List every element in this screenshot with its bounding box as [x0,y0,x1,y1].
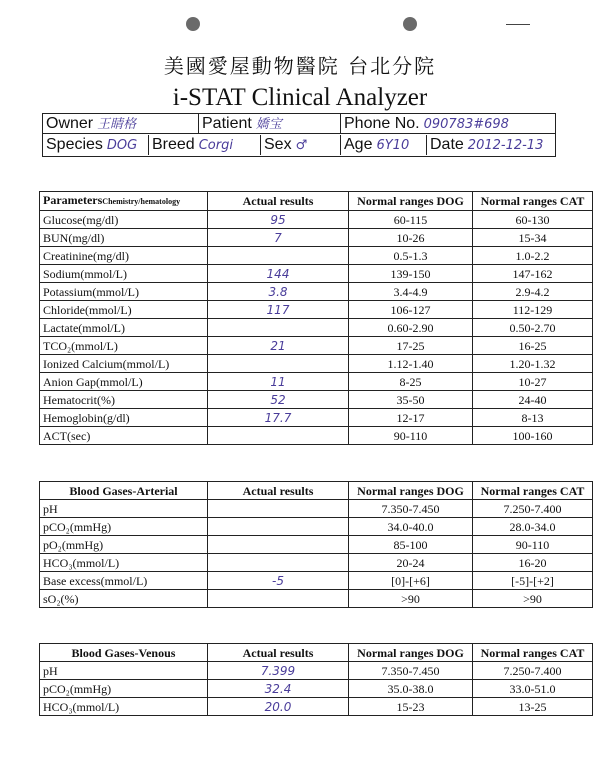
dog-range-cell: 34.0-40.0 [349,518,473,536]
actual-result-cell: 11 [208,373,349,391]
param-cell: pCO₂(mmHg) [40,518,208,536]
species-value: DOG [106,138,138,153]
dog-range-cell: 0.5-1.3 [349,247,473,265]
param-cell: Glucose(mg/dl) [40,211,208,229]
cat-range-cell: >90 [473,590,593,608]
age-value: 6Y10 [376,138,410,153]
table-row [40,247,593,265]
dog-range-cell: 106-127 [349,301,473,319]
param-cell: pH [40,500,208,518]
dog-range-cell: >90 [349,590,473,608]
phone-value: 090783#698 [423,117,509,132]
param-cell: Base excess(mmol/L) [40,572,208,590]
table-row [40,680,593,698]
species-cell [43,135,149,155]
table-row [40,337,593,355]
owner-label: Owner [46,115,94,132]
cat-range-cell: 24-40 [473,391,593,409]
actual-result-cell [208,355,349,373]
header-cat: Normal ranges CAT [473,644,593,662]
param-cell: Ionized Calcium(mmol/L) [40,355,208,373]
actual-result-cell: 7 [208,229,349,247]
date-cell [427,135,555,155]
header-param-label: Parameters [43,193,103,207]
header-param: Blood Gases-Arterial [40,482,208,500]
param-cell: ACT(sec) [40,427,208,445]
param-cell: HCO₃(mmol/L) [40,554,208,572]
actual-result-cell [208,500,349,518]
cat-range-cell: 33.0-51.0 [473,680,593,698]
header-cat: Normal ranges CAT [473,192,593,211]
param-cell: Lactate(mmol/L) [40,319,208,337]
dog-range-cell: 85-100 [349,536,473,554]
dog-range-cell: 7.350-7.450 [349,662,473,680]
dog-range-cell: 1.12-1.40 [349,355,473,373]
header-dog: Normal ranges DOG [349,644,473,662]
param-cell: HCO₃(mmol/L) [40,698,208,716]
cat-range-cell: 1.20-1.32 [473,355,593,373]
table-row [40,572,593,590]
actual-result-cell: 21 [208,337,349,355]
dog-range-cell: 8-25 [349,373,473,391]
param-cell: TCO₂(mmol/L) [40,337,208,355]
table-header-row [40,192,593,211]
cat-range-cell: 100-160 [473,427,593,445]
sex-label: Sex [264,136,292,153]
pen-mark [506,24,530,25]
dog-range-cell: 90-110 [349,427,473,445]
cat-range-cell: 7.250-7.400 [473,662,593,680]
table-header-row [40,482,593,500]
actual-result-cell: 144 [208,265,349,283]
dog-range-cell: 35-50 [349,391,473,409]
actual-result-cell: 3.8 [208,283,349,301]
cat-range-cell: 1.0-2.2 [473,247,593,265]
cat-range-cell: 13-25 [473,698,593,716]
cat-range-cell: 10-27 [473,373,593,391]
patient-label: Patient [202,115,252,132]
table-row [40,500,593,518]
table-row [40,409,593,427]
param-cell: Chloride(mmol/L) [40,301,208,319]
dog-range-cell: 0.60-2.90 [349,319,473,337]
header-dog: Normal ranges DOG [349,482,473,500]
cat-range-cell: 2.9-4.2 [473,283,593,301]
param-cell: sO₂(%) [40,590,208,608]
actual-result-cell: 7.399 [208,662,349,680]
breed-label: Breed [152,136,195,153]
blood-gases-arterial-table [39,481,593,608]
param-cell: pO₂(mmHg) [40,536,208,554]
actual-result-cell: 52 [208,391,349,409]
param-cell: Potassium(mmol/L) [40,283,208,301]
param-cell: Creatinine(mg/dl) [40,247,208,265]
table-row [40,319,593,337]
dog-range-cell: 35.0-38.0 [349,680,473,698]
table-row [40,518,593,536]
param-cell: BUN(mg/dl) [40,229,208,247]
cat-range-cell: 90-110 [473,536,593,554]
actual-result-cell: -5 [208,572,349,590]
date-value: 2012-12-13 [467,138,544,153]
dog-range-cell: 3.4-4.9 [349,283,473,301]
header-actual: Actual results [208,644,349,662]
age-label: Age [344,136,373,153]
punch-hole-right [403,17,417,31]
dog-range-cell: 20-24 [349,554,473,572]
table-row [40,590,593,608]
dog-range-cell: 139-150 [349,265,473,283]
dog-range-cell: [0]-[+6] [349,572,473,590]
patient-cell [199,114,341,134]
dog-range-cell: 15-23 [349,698,473,716]
clinic-name: 美國愛屋動物醫院 台北分院 [163,54,437,78]
cat-range-cell: 147-162 [473,265,593,283]
param-cell: pH [40,662,208,680]
header-param-sub: Chemistry/hematology [102,197,181,206]
param-cell: Sodium(mmol/L) [40,265,208,283]
cat-range-cell: 28.0-34.0 [473,518,593,536]
param-cell: Anion Gap(mmol/L) [40,373,208,391]
table-row [40,554,593,572]
actual-result-cell [208,590,349,608]
chemistry-hematology-table [39,191,593,445]
table-row [40,698,593,716]
actual-result-cell: 20.0 [208,698,349,716]
date-label: Date [430,136,464,153]
header-param: Blood Gases-Venous [40,644,208,662]
patient-info-box [42,113,556,157]
breed-value: Corgi [198,138,233,153]
actual-result-cell [208,247,349,265]
header-param [40,192,208,211]
cat-range-cell: 15-34 [473,229,593,247]
actual-result-cell: 117 [208,301,349,319]
cat-range-cell: 16-25 [473,337,593,355]
actual-result-cell [208,554,349,572]
table-row [40,536,593,554]
breed-cell [149,135,261,155]
actual-result-cell [208,319,349,337]
table-row [40,373,593,391]
cat-range-cell: [-5]-[+2] [473,572,593,590]
table-row [40,355,593,373]
blood-gases-venous-table [39,643,593,716]
sex-value: ♂ [295,138,308,153]
header-actual: Actual results [208,482,349,500]
header-dog: Normal ranges DOG [349,192,473,211]
param-cell: pCO₂(mmHg) [40,680,208,698]
param-cell: Hematocrit(%) [40,391,208,409]
table-row [40,427,593,445]
cat-range-cell: 8-13 [473,409,593,427]
table-row [40,265,593,283]
cat-range-cell: 0.50-2.70 [473,319,593,337]
table-row [40,211,593,229]
table-row [40,229,593,247]
dog-range-cell: 60-115 [349,211,473,229]
punch-hole-left [186,17,200,31]
table-row [40,391,593,409]
owner-cell [43,114,199,134]
owner-value: 王睛格 [97,117,137,132]
phone-cell [341,114,555,134]
table-row [40,662,593,680]
table-header-row [40,644,593,662]
cat-range-cell: 60-130 [473,211,593,229]
species-label: Species [46,136,103,153]
age-cell [341,135,427,155]
cat-range-cell: 16-20 [473,554,593,572]
dog-range-cell: 10-26 [349,229,473,247]
header-cat: Normal ranges CAT [473,482,593,500]
param-cell: Hemoglobin(g/dl) [40,409,208,427]
actual-result-cell: 17.7 [208,409,349,427]
sex-cell [261,135,341,155]
dog-range-cell: 7.350-7.450 [349,500,473,518]
dog-range-cell: 12-17 [349,409,473,427]
actual-result-cell [208,536,349,554]
cat-range-cell: 7.250-7.400 [473,500,593,518]
analyzer-title: i-STAT Clinical Analyzer [172,84,428,111]
actual-result-cell [208,427,349,445]
table-row [40,301,593,319]
phone-label: Phone No. [344,115,420,132]
patient-value: 嬌宝 [255,117,282,132]
dog-range-cell: 17-25 [349,337,473,355]
table-row [40,283,593,301]
actual-result-cell: 95 [208,211,349,229]
actual-result-cell: 32.4 [208,680,349,698]
cat-range-cell: 112-129 [473,301,593,319]
header-actual: Actual results [208,192,349,211]
actual-result-cell [208,518,349,536]
